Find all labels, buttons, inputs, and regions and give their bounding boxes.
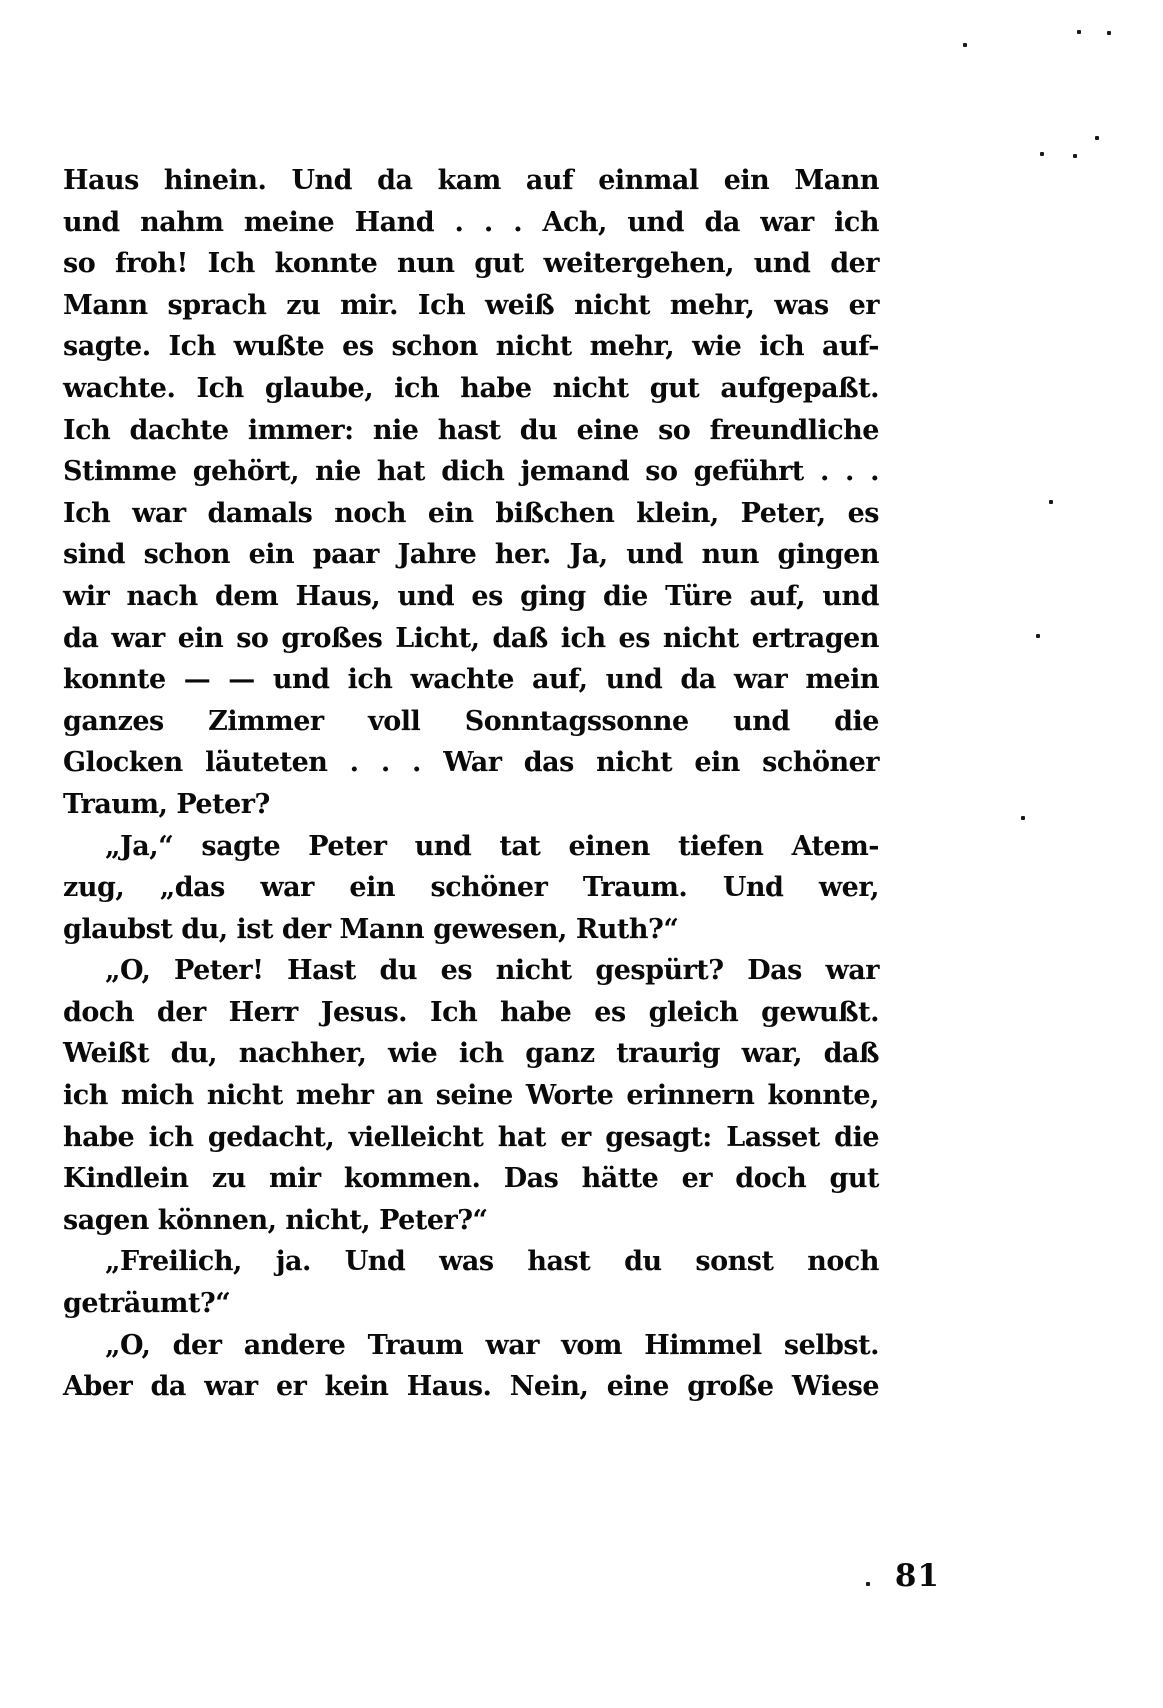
- text-line: zug, „das war ein schöner Traum. Und wer,: [63, 872, 879, 904]
- text-line: Aber da war er kein Haus. Nein, eine große Wiese: [63, 1371, 879, 1403]
- text-line: so froh! Ich konnte nun gut weitergehen, und der: [63, 248, 879, 280]
- scan-speck: [1095, 136, 1099, 140]
- scan-speck: [1036, 634, 1040, 638]
- scan-speck: [1021, 816, 1025, 820]
- text-line: Mann sprach zu mir. Ich weiß nicht mehr, was er: [63, 289, 879, 321]
- text-line: „Ja,“ sagte Peter und tat einen tiefen Atem-: [105, 830, 879, 862]
- scan-speck: [1040, 152, 1044, 156]
- text-line: und nahm meine Hand . . . Ach, und da war ich: [63, 206, 879, 238]
- text-line: „O, Peter! Hast du es nicht gespürt? Das war: [105, 955, 879, 987]
- text-line: wachte. Ich glaube, ich habe nicht gut aufgepaßt.: [63, 372, 879, 404]
- text-line: Stimme gehört, nie hat dich jemand so geführt . . .: [63, 456, 879, 488]
- text-line: geträumt?“: [63, 1288, 231, 1320]
- text-line: ich mich nicht mehr an seine Worte erinnern konnte,: [63, 1080, 879, 1112]
- page-text: [63, 160, 879, 1408]
- scan-speck: [1107, 31, 1111, 35]
- text-line: sind schon ein paar Jahre her. Ja, und nun gingen: [63, 539, 879, 571]
- scan-speck: [963, 43, 967, 47]
- scan-speck: [866, 1582, 870, 1586]
- text-line: Traum, Peter?: [63, 788, 270, 820]
- text-line: Ich dachte immer: nie hast du eine so freundliche: [63, 414, 879, 446]
- text-line: Glocken läuteten . . . War das nicht ein schöner: [63, 747, 879, 779]
- scan-speck: [1049, 500, 1053, 504]
- text-line: „O, der andere Traum war vom Himmel selbst.: [105, 1329, 879, 1361]
- scan-speck: [1077, 30, 1081, 34]
- text-line: ganzes Zimmer voll Sonntagssonne und die: [63, 705, 879, 737]
- text-line: konnte — — und ich wachte auf, und da war mein: [63, 664, 879, 696]
- scan-speck: [1073, 154, 1077, 158]
- text-line: sagen können, nicht, Peter?“: [63, 1204, 488, 1236]
- text-line: Ich war damals noch ein bißchen klein, Peter, es: [63, 497, 879, 529]
- text-line: habe ich gedacht, vielleicht hat er gesagt: Lasset die: [63, 1121, 879, 1153]
- text-line: „Freilich, ja. Und was hast du sonst noch: [105, 1246, 879, 1278]
- text-line: Haus hinein. Und da kam auf einmal ein Mann: [63, 165, 879, 196]
- text-line: doch der Herr Jesus. Ich habe es gleich gewußt.: [63, 996, 879, 1028]
- text-line: Kindlein zu mir kommen. Das hätte er doch gut: [63, 1163, 879, 1195]
- text-line: da war ein so großes Licht, daß ich es nicht ertragen: [63, 622, 879, 654]
- text-line: sagte. Ich wußte es schon nicht mehr, wie ich auf-: [63, 331, 879, 363]
- text-line: glaubst du, ist der Mann gewesen, Ruth?“: [63, 913, 679, 945]
- text-line: wir nach dem Haus, und es ging die Türe auf, und: [63, 580, 879, 612]
- text-line: Weißt du, nachher, wie ich ganz traurig war, daß: [63, 1038, 879, 1070]
- page-number: 81: [894, 1558, 940, 1594]
